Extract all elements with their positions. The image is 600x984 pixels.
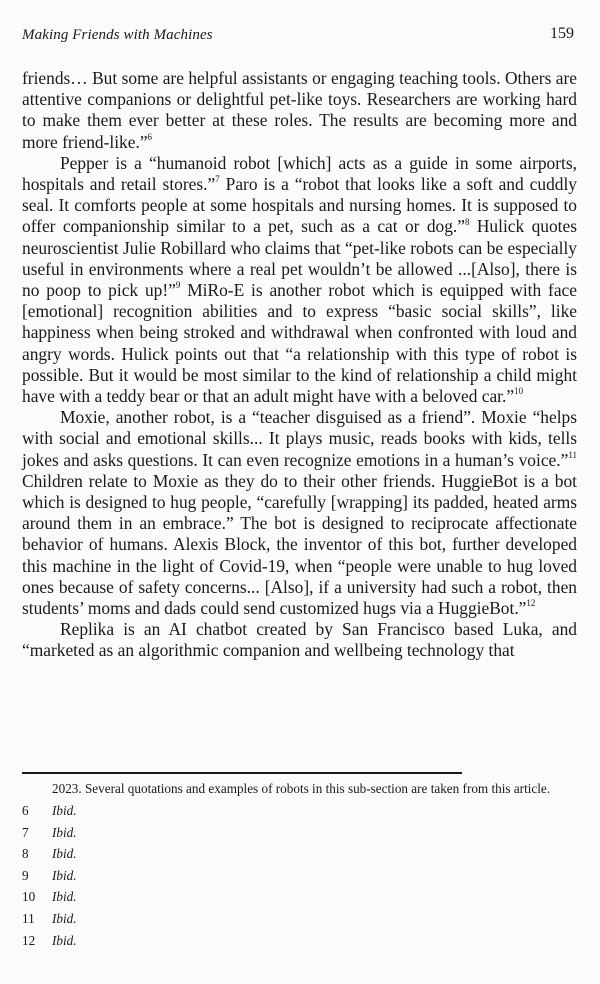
footnote-text: Ibid. xyxy=(52,910,77,926)
text-run: Moxie, another robot, is a “teacher disguised as a friend”. Moxie “helps with social and emotional skills... It plays music, reads books with kids, tells jokes and asks questions. It can even recognize emotions in a human’s voice.” xyxy=(22,407,577,470)
paragraph-3 xyxy=(22,407,577,619)
footnote-item xyxy=(22,845,578,867)
text-run: Pepper is a “humanoid robot [which] acts as a guide in some airports, hospitals and retail stores.” xyxy=(22,152,577,195)
footnote-text: Ibid. xyxy=(52,803,77,818)
text-run: friends… But some are helpful assistants or engaging teaching tools. Others are attentive companions or delightful pet-like toys. Researchers are working hard to make them ever better at these roles. The results are becoming more and more friend-like.” xyxy=(22,68,577,152)
text-run: Paro is a “robot that looks like a soft and cuddly seal. It comforts people at some hospitals and nursing homes. It is supposed to offer companionship similar to a pet, such as a cat or dog.” xyxy=(22,174,577,237)
footnote-item xyxy=(22,910,578,932)
footnote-number: 7 xyxy=(22,824,29,840)
body-text xyxy=(22,68,577,662)
footnote-item xyxy=(22,867,578,889)
footnote-text: Ibid. xyxy=(52,824,77,840)
footnote-text: Ibid. xyxy=(52,867,77,883)
footnote-number: 9 xyxy=(22,867,29,883)
text-run: MiRo-E is another robot which is equipped with face [emotional] recognition abilities and to express “basic social skills”, like happiness when being stroked and withdrawal when confronted with loud and angry words. Hulick points out that “a relationship with this type of robot is possible. But it would be most similar to the kind of relationship a child might have with a teddy bear or that an adult might have with a beloved car.” xyxy=(22,280,577,407)
paragraph-2 xyxy=(22,153,577,407)
footnote-number: 12 xyxy=(22,932,36,948)
running-head-title: Making Friends with Machines xyxy=(22,27,213,43)
footnote-number: 6 xyxy=(22,803,29,818)
footnote-continuation: 2023. Several quotations and examples of robots in this sub-section are taken from this article. xyxy=(52,781,551,796)
footnote-item xyxy=(22,802,578,824)
footnote-rule xyxy=(22,772,462,774)
text-run: Hulick quotes neuroscientist Julie Robillard who claims that “pet-like robots can be especially useful in environments where a real pet wouldn’t be allowed ...[Also], there is no poop to pick up!” xyxy=(22,216,577,301)
footnote-number: 11 xyxy=(22,910,35,926)
footnote-ref-7: 7 xyxy=(215,174,220,185)
footnotes xyxy=(22,780,578,953)
footnote-item xyxy=(22,932,578,954)
footnote-number: 10 xyxy=(22,889,36,905)
footnote-ref-10: 10 xyxy=(514,386,524,397)
footnote-text: Ibid. xyxy=(52,846,77,862)
footnote-text: Ibid. xyxy=(52,889,77,905)
text-run: Replika is an AI chatbot created by San Francisco based Luka, and “marketed as an algorithmic companion and wellbeing technology that xyxy=(22,619,577,661)
page-number: 159 xyxy=(550,25,574,42)
text-run: Children relate to Moxie as they do to their other friends. HuggieBot is a bot which is designed to hug people, “carefully [wrapping] its padded, heated arms around them in an embrace.” The bot is designed to reciprocate affectionate behavior of humans. Alexis Block, the inventor of this bot, further developed this machine in the light of Covid-19, when “people were unable to hug loved ones because of safety concerns... [Also], if a university had such a robot, then students’ moms and dads could send customized hugs via a HuggieBot.” xyxy=(22,470,577,619)
footnote-ref-9: 9 xyxy=(175,280,181,291)
footnote-item xyxy=(22,824,578,846)
paragraph-1 xyxy=(22,68,577,153)
footnote-ref-6: 6 xyxy=(147,131,153,142)
footnote-ref-8: 8 xyxy=(465,216,470,227)
footnote-ref-12: 12 xyxy=(526,598,536,609)
footnote-ref-11: 11 xyxy=(568,449,577,460)
footnote-number: 8 xyxy=(22,846,29,862)
paragraph-4 xyxy=(22,619,577,661)
footnote-item xyxy=(22,888,578,910)
footnote-text: Ibid. xyxy=(52,932,77,948)
